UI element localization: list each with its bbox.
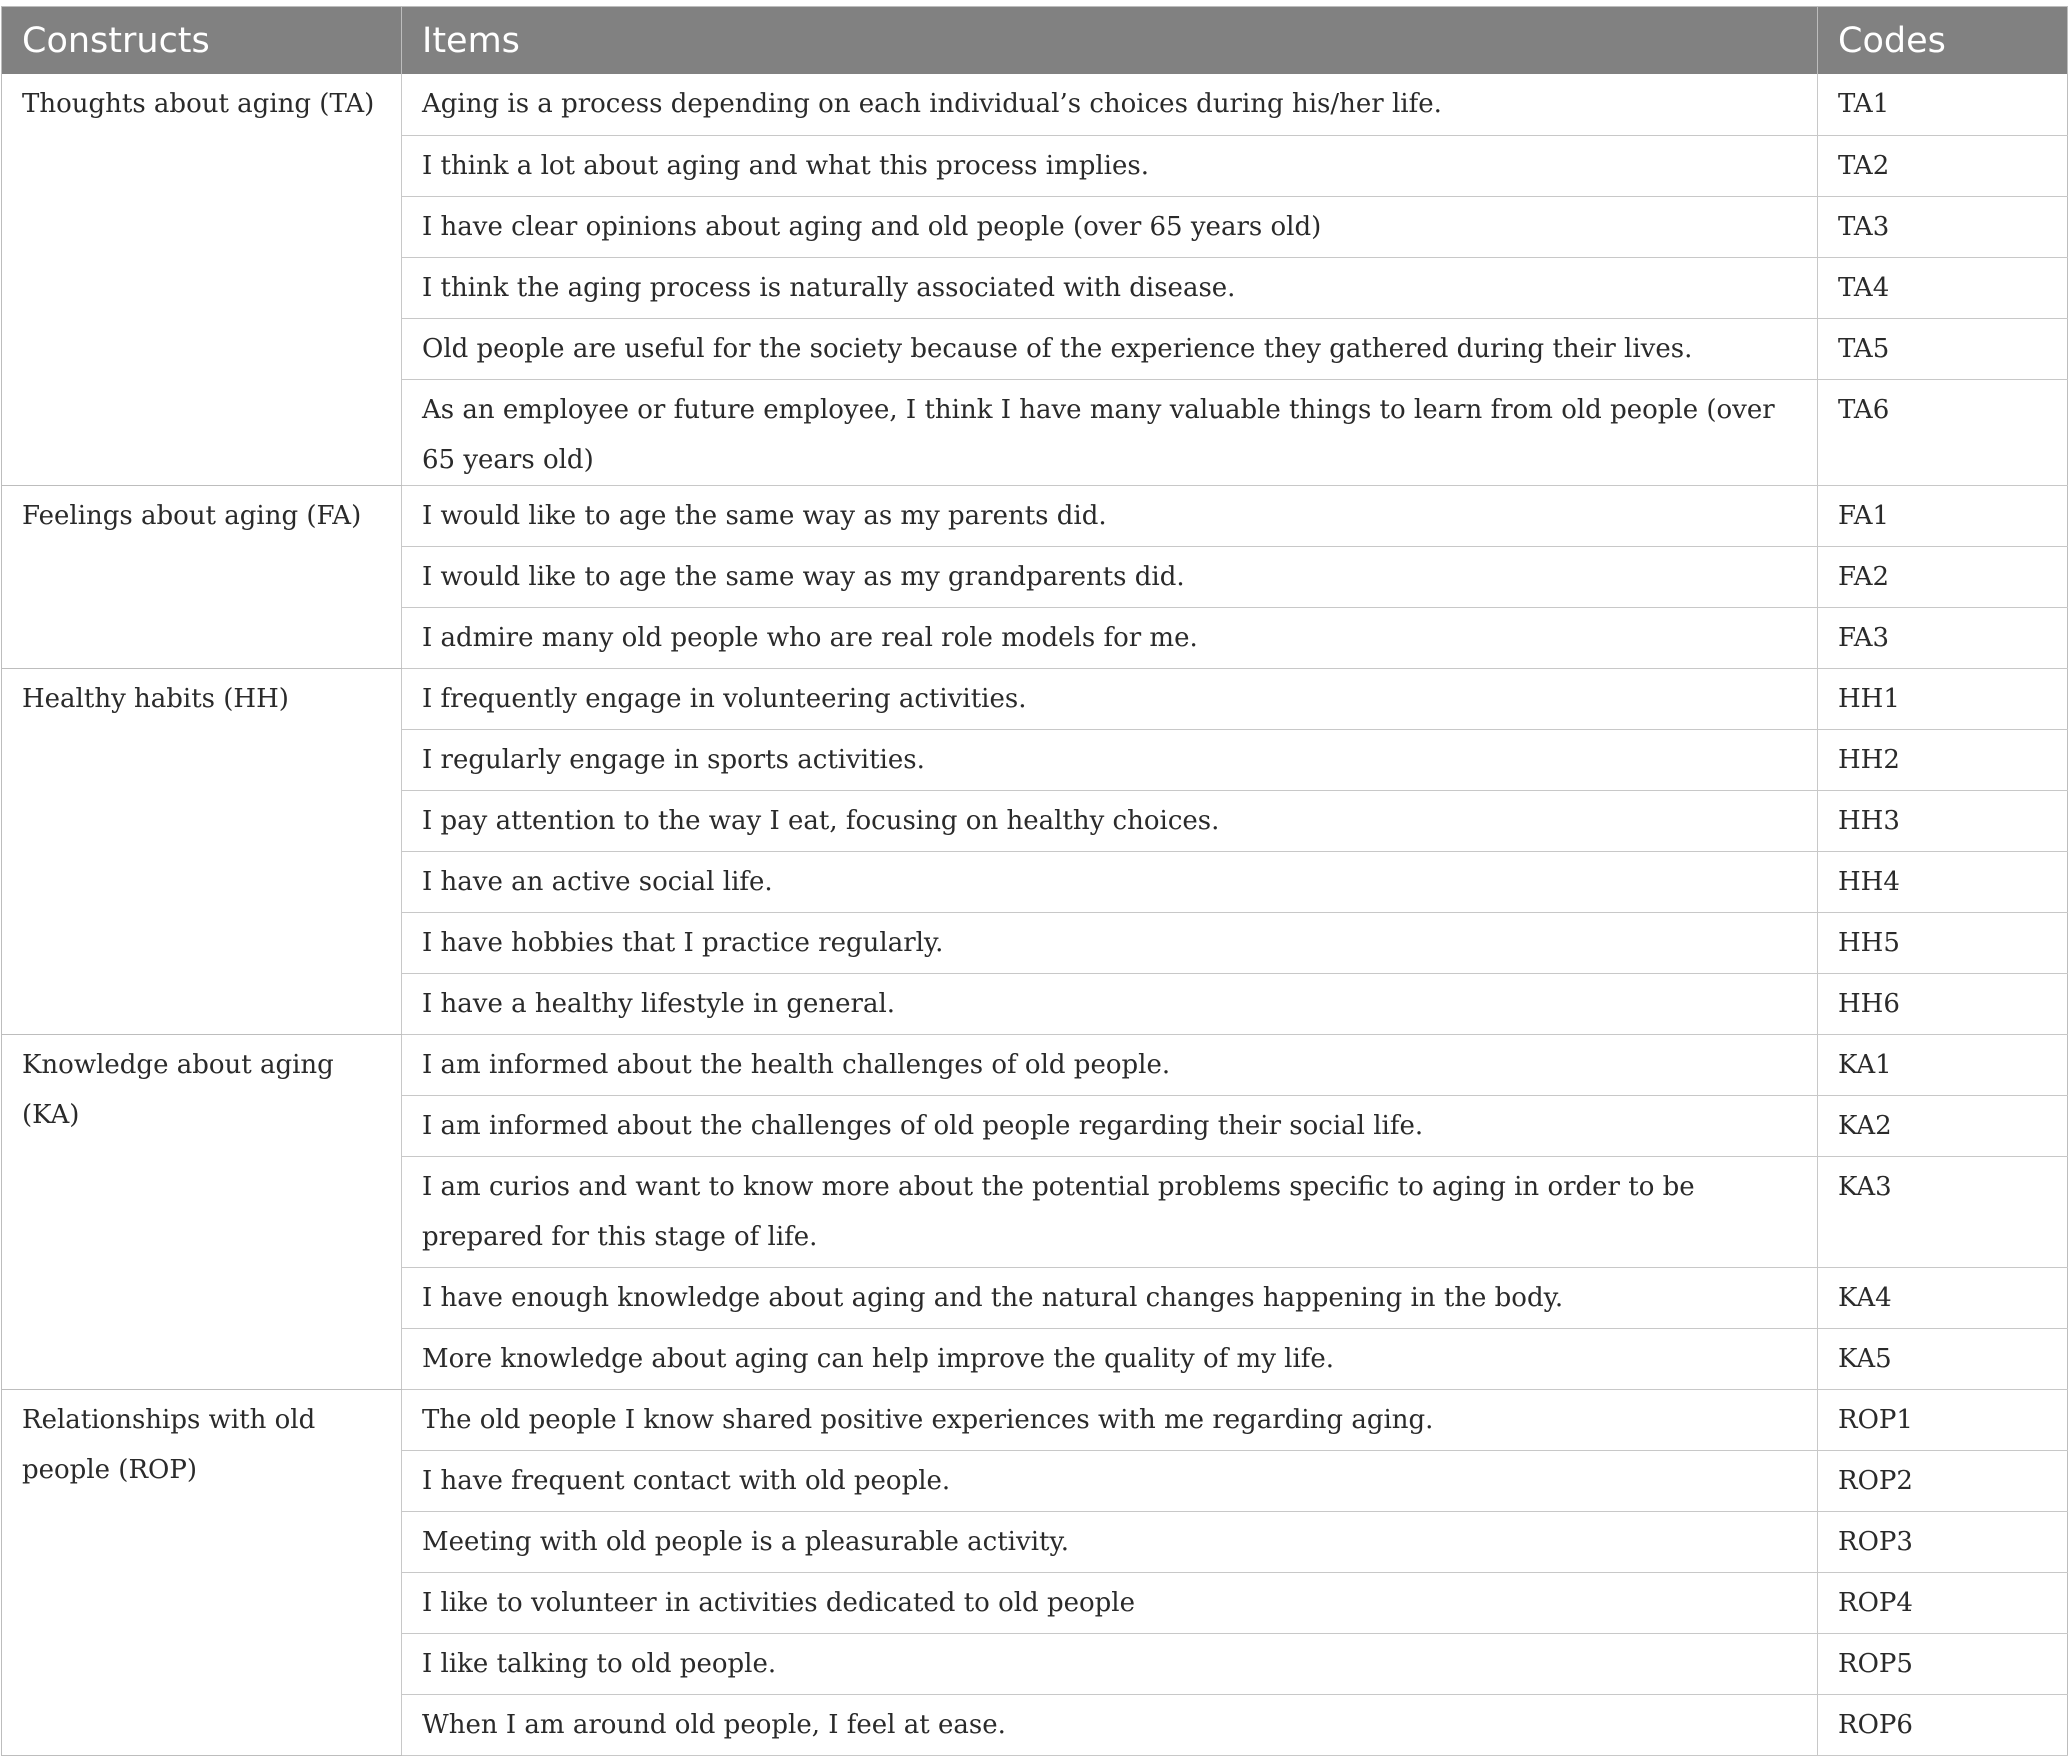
constructs-items-table (1, 6, 2068, 1756)
item-cell: Old people are useful for the society because of the experience they gathered during their lives. (402, 318, 1818, 379)
item-cell: I have hobbies that I practice regularly. (402, 912, 1818, 973)
construct-cell: Relationships with old people (ROP) (2, 1389, 402, 1755)
table-row (2, 668, 2068, 729)
header-constructs: Constructs (2, 7, 402, 75)
code-cell: KA2 (1818, 1095, 2068, 1156)
code-cell: ROP6 (1818, 1694, 2068, 1755)
item-cell: I like talking to old people. (402, 1633, 1818, 1694)
item-cell: I am curios and want to know more about the potential problems specific to aging in order to be prepared for this stage of life. (402, 1156, 1818, 1267)
item-cell: I have enough knowledge about aging and the natural changes happening in the body. (402, 1267, 1818, 1328)
item-cell: As an employee or future employee, I think I have many valuable things to learn from old people (over 65 years old) (402, 379, 1818, 485)
code-cell: HH2 (1818, 729, 2068, 790)
item-cell: I would like to age the same way as my parents did. (402, 485, 1818, 546)
construct-cell: Feelings about aging (FA) (2, 485, 402, 668)
item-cell: I regularly engage in sports activities. (402, 729, 1818, 790)
code-cell: KA4 (1818, 1267, 2068, 1328)
code-cell: FA2 (1818, 546, 2068, 607)
item-cell: I have an active social life. (402, 851, 1818, 912)
item-cell: I have frequent contact with old people. (402, 1450, 1818, 1511)
item-cell: I admire many old people who are real role models for me. (402, 607, 1818, 668)
code-cell: ROP2 (1818, 1450, 2068, 1511)
code-cell: KA1 (1818, 1034, 2068, 1095)
item-cell: I am informed about the health challenges of old people. (402, 1034, 1818, 1095)
code-cell: FA3 (1818, 607, 2068, 668)
item-cell: I like to volunteer in activities dedicated to old people (402, 1572, 1818, 1633)
construct-cell: Thoughts about aging (TA) (2, 74, 402, 485)
item-cell: I would like to age the same way as my grandparents did. (402, 546, 1818, 607)
item-cell: I have a healthy lifestyle in general. (402, 973, 1818, 1034)
item-cell: I am informed about the challenges of old people regarding their social life. (402, 1095, 1818, 1156)
item-cell: I frequently engage in volunteering activities. (402, 668, 1818, 729)
item-cell: When I am around old people, I feel at ease. (402, 1694, 1818, 1755)
code-cell: FA1 (1818, 485, 2068, 546)
code-cell: TA4 (1818, 257, 2068, 318)
construct-cell: Healthy habits (HH) (2, 668, 402, 1034)
code-cell: HH4 (1818, 851, 2068, 912)
table-row (2, 1389, 2068, 1450)
table-body (2, 74, 2068, 1755)
header-items: Items (402, 7, 1818, 75)
table-header (2, 7, 2068, 75)
item-cell: I have clear opinions about aging and old people (over 65 years old) (402, 196, 1818, 257)
header-codes: Codes (1818, 7, 2068, 75)
item-cell: I think the aging process is naturally associated with disease. (402, 257, 1818, 318)
code-cell: ROP4 (1818, 1572, 2068, 1633)
item-cell: I pay attention to the way I eat, focusing on healthy choices. (402, 790, 1818, 851)
code-cell: TA1 (1818, 74, 2068, 135)
code-cell: ROP3 (1818, 1511, 2068, 1572)
code-cell: TA3 (1818, 196, 2068, 257)
table-row (2, 485, 2068, 546)
code-cell: HH5 (1818, 912, 2068, 973)
item-cell: I think a lot about aging and what this process implies. (402, 135, 1818, 196)
item-cell: More knowledge about aging can help improve the quality of my life. (402, 1328, 1818, 1389)
table-row (2, 74, 2068, 135)
code-cell: KA5 (1818, 1328, 2068, 1389)
code-cell: KA3 (1818, 1156, 2068, 1267)
item-cell: Meeting with old people is a pleasurable activity. (402, 1511, 1818, 1572)
code-cell: ROP5 (1818, 1633, 2068, 1694)
item-cell: Aging is a process depending on each individual’s choices during his/her life. (402, 74, 1818, 135)
code-cell: ROP1 (1818, 1389, 2068, 1450)
code-cell: HH6 (1818, 973, 2068, 1034)
table-row (2, 1034, 2068, 1095)
code-cell: TA2 (1818, 135, 2068, 196)
item-cell: The old people I know shared positive experiences with me regarding aging. (402, 1389, 1818, 1450)
constructs-table-container (1, 6, 2067, 1756)
code-cell: HH1 (1818, 668, 2068, 729)
construct-cell: Knowledge about aging (KA) (2, 1034, 402, 1389)
code-cell: HH3 (1818, 790, 2068, 851)
code-cell: TA5 (1818, 318, 2068, 379)
header-row (2, 7, 2068, 75)
code-cell: TA6 (1818, 379, 2068, 485)
